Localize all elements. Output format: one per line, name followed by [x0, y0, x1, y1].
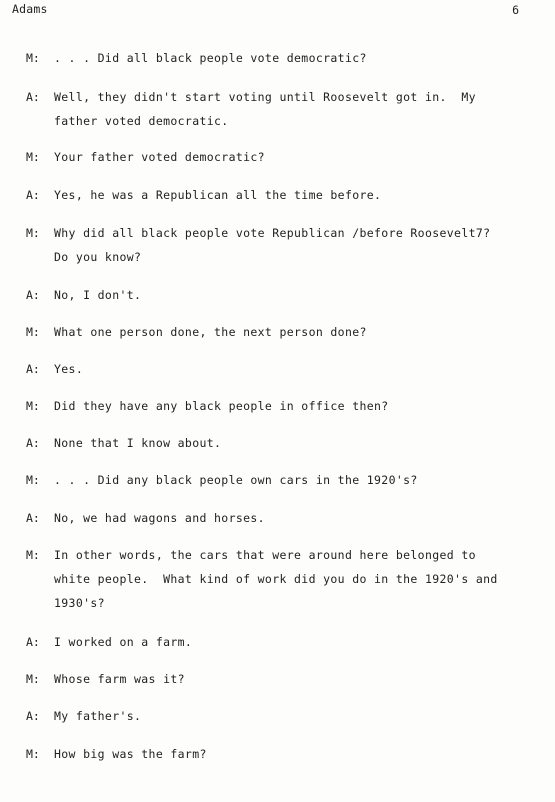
transcript-line: How big was the farm?: [54, 747, 207, 761]
header-name: Adams: [12, 2, 48, 16]
speaker-label: M:: [26, 150, 40, 164]
transcript-line: . . . Did all black people vote democratic?: [54, 51, 367, 65]
speaker-label: A:: [26, 436, 40, 450]
transcript-line: Did they have any black people in office then?: [54, 399, 389, 413]
speaker-label: A:: [26, 90, 40, 104]
speaker-label: A:: [26, 288, 40, 302]
speaker-label: M:: [26, 399, 40, 413]
transcript-line: white people. What kind of work did you do in the 1920's and: [54, 572, 498, 586]
transcript-line: Whose farm was it?: [54, 672, 185, 686]
page-number: 6: [512, 3, 519, 17]
speaker-label: M:: [26, 473, 40, 487]
transcript-line: Yes, he was a Republican all the time before.: [54, 188, 382, 202]
transcript-line: Do you know?: [54, 250, 142, 264]
transcript-line: My father's.: [54, 709, 142, 723]
speaker-label: M:: [26, 747, 40, 761]
speaker-label: A:: [26, 635, 40, 649]
transcript-line: . . . Did any black people own cars in the 1920's?: [54, 473, 418, 487]
transcript-line: No, I don't.: [54, 288, 142, 302]
transcript-line: Yes.: [54, 362, 84, 376]
transcript-line: No, we had wagons and horses.: [54, 511, 265, 525]
speaker-label: M:: [26, 51, 40, 65]
speaker-label: M:: [26, 226, 40, 240]
transcript-line: In other words, the cars that were around here belonged to: [54, 548, 476, 562]
transcript-line: I worked on a farm.: [54, 635, 193, 649]
transcript-line: Well, they didn't start voting until Roosevelt got in. My: [54, 90, 476, 104]
transcript-line: father voted democratic.: [54, 114, 229, 128]
speaker-label: M:: [26, 672, 40, 686]
transcript-line: Your father voted democratic?: [54, 150, 265, 164]
speaker-label: M:: [26, 325, 40, 339]
transcript-line: None that I know about.: [54, 436, 222, 450]
speaker-label: A:: [26, 188, 40, 202]
transcript-line: What one person done, the next person done?: [54, 325, 367, 339]
speaker-label: A:: [26, 709, 40, 723]
speaker-label: M:: [26, 548, 40, 562]
speaker-label: A:: [26, 511, 40, 525]
speaker-label: A:: [26, 362, 40, 376]
transcript-line: 1930's?: [54, 596, 105, 610]
transcript-line: Why did all black people vote Republican /before Roosevelt7?: [54, 226, 491, 240]
